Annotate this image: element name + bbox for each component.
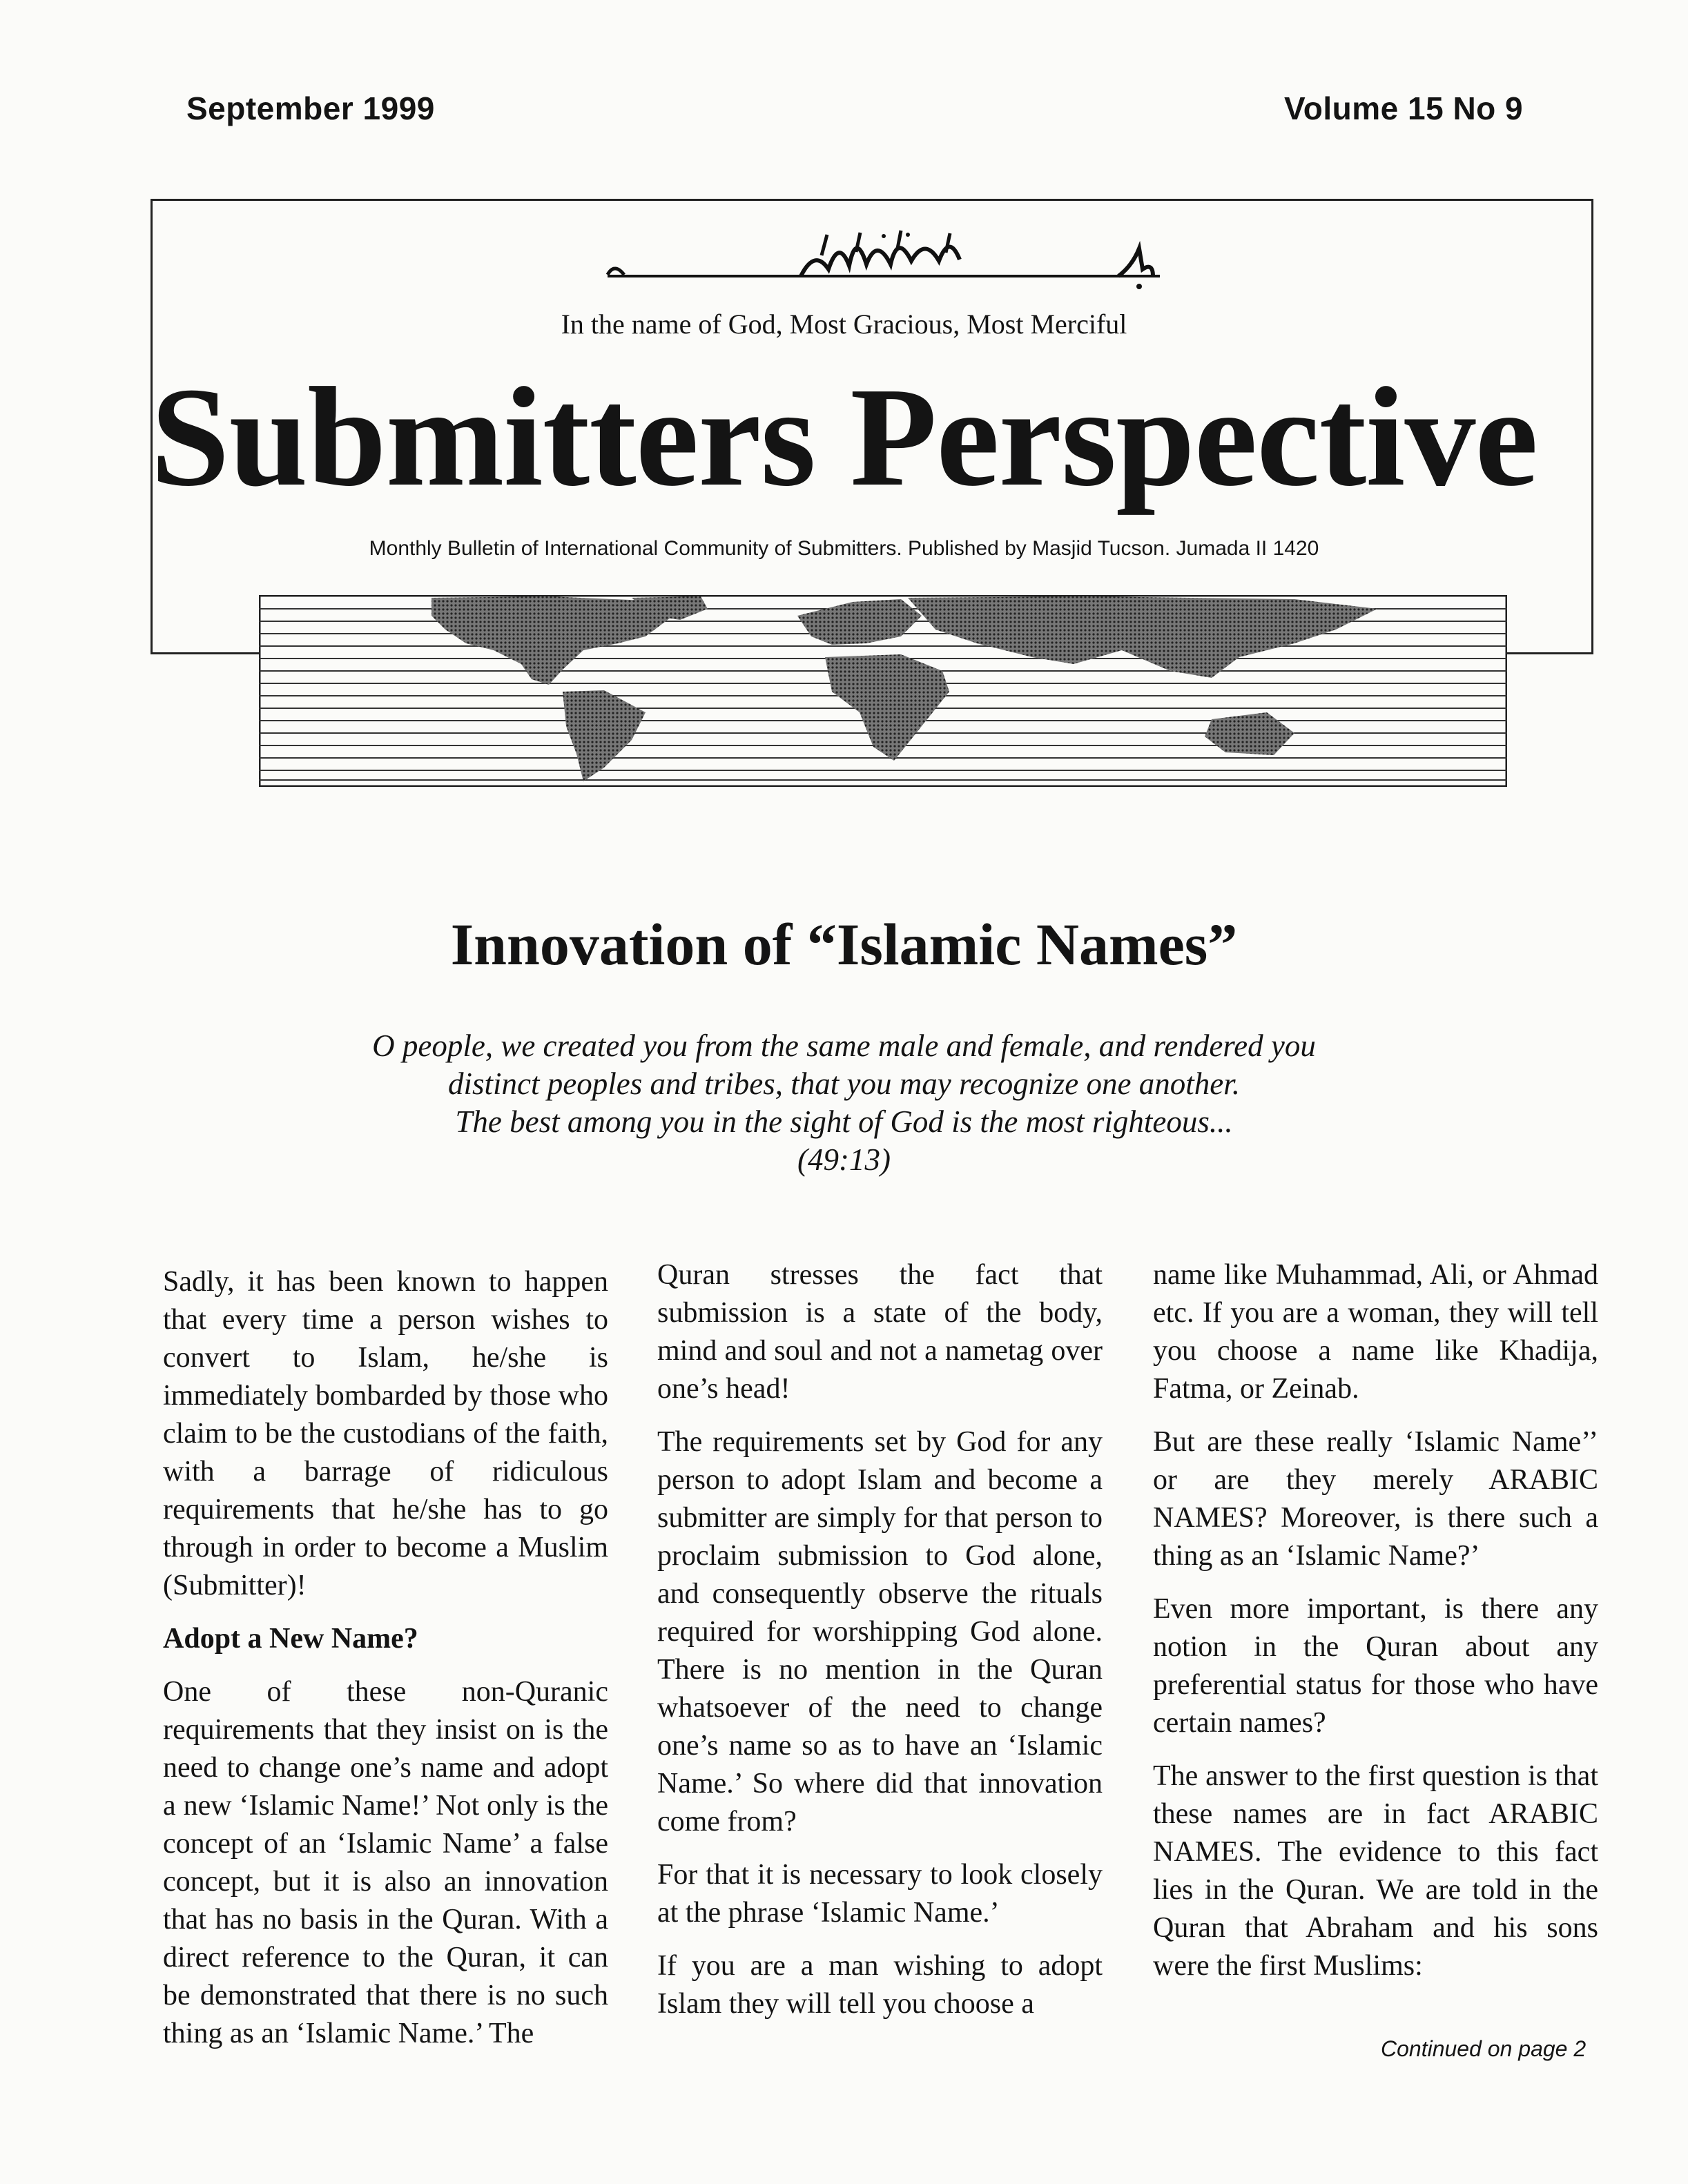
bismillah-calligraphy-icon: [594, 228, 1174, 290]
paragraph: Even more important, is there any notion in the Quran about any preferential status for those who have certain names?: [1153, 1593, 1598, 1739]
publication-title: Submitters Perspective: [151, 358, 1537, 516]
quote-line: distinct peoples and tribes, that you may recognize one another.: [448, 1066, 1240, 1101]
continued-note: Continued on page 2: [1381, 2036, 1587, 2061]
paragraph: Sadly, it has been known to happen that every time a person wishes to convert to Islam, he/she is immediately bombarded by those who claim to be the custodians of the faith, with a barrage of ridiculous requirements that he/she has to go through in order to become a Muslim (Submitter)!: [163, 1266, 608, 1601]
paragraph: For that it is necessary to look closely at the phrase ‘Islamic Name.’: [657, 1859, 1103, 1929]
paragraph: name like Muhammad, Ali, or Ahmad etc. If you are a woman, they will tell you choose a name like Khadija, Fatma, or Zeinab.: [1153, 1259, 1598, 1405]
paragraph: The answer to the first question is that these names are in fact ARABIC NAMES. The evidence to this fact lies in the Quran. We are told in the Quran that Abraham and his sons were the first Muslims:: [1153, 1760, 1598, 1982]
paragraph: Quran stresses the fact that submission is a state of the body, mind and soul and not a nametag over one’s head!: [657, 1259, 1103, 1405]
issue-date: September 1999: [186, 90, 435, 126]
quote-line: The best among you in the sight of God is the most righteous...: [455, 1104, 1233, 1139]
article-column-2: [657, 1256, 1103, 2038]
article-column-3: [1153, 1256, 1598, 2000]
paragraph: The requirements set by God for any person to adopt Islam and become a submitter are simply for that person to proclaim submission to God alone, and consequently observe the rituals required for worshipping God alone. There is no mention in the Quran whatsoever of the need to change one’s name so as to have an ‘Islamic Name.’ So where did that innovation come from?: [657, 1426, 1103, 1837]
article-headline: Innovation of “Islamic Names”: [450, 911, 1238, 977]
verse-quote: [0, 1027, 1688, 1179]
paragraph: But are these really ‘Islamic Name’’ or are they merely ARABIC NAMES? Moreover, is there such a thing as an ‘Islamic Name?’: [1153, 1426, 1598, 1572]
publication-subtitle: Monthly Bulletin of International Community of Submitters. Published by Masjid Tucson. Jumada II 1420: [369, 537, 1319, 560]
issue-volume: Volume 15 No 9: [1284, 90, 1524, 126]
quote-reference: (49:13): [797, 1142, 891, 1177]
world-map-icon: [259, 595, 1507, 787]
quote-line: O people, we created you from the same male and female, and rendered you: [372, 1028, 1316, 1063]
article-column-1: [163, 1263, 608, 2068]
section-subheading: Adopt a New Name?: [163, 1623, 418, 1655]
invocation-text: In the name of God, Most Gracious, Most Merciful: [561, 309, 1127, 340]
paragraph: One of these non-Quranic requirements that they insist on is the need to change one’s name and adopt a new ‘Islamic Name!’ Not only is the concept of an ‘Islamic Name’ a false concept, but it is also an innovation that has no basis in the Quran. With a direct reference to the Quran, it can be demonstrated that there is no such thing as an ‘Islamic Name.’ The: [163, 1676, 608, 2049]
paragraph: If you are a man wishing to adopt Islam they will tell you choose a: [657, 1950, 1103, 2020]
